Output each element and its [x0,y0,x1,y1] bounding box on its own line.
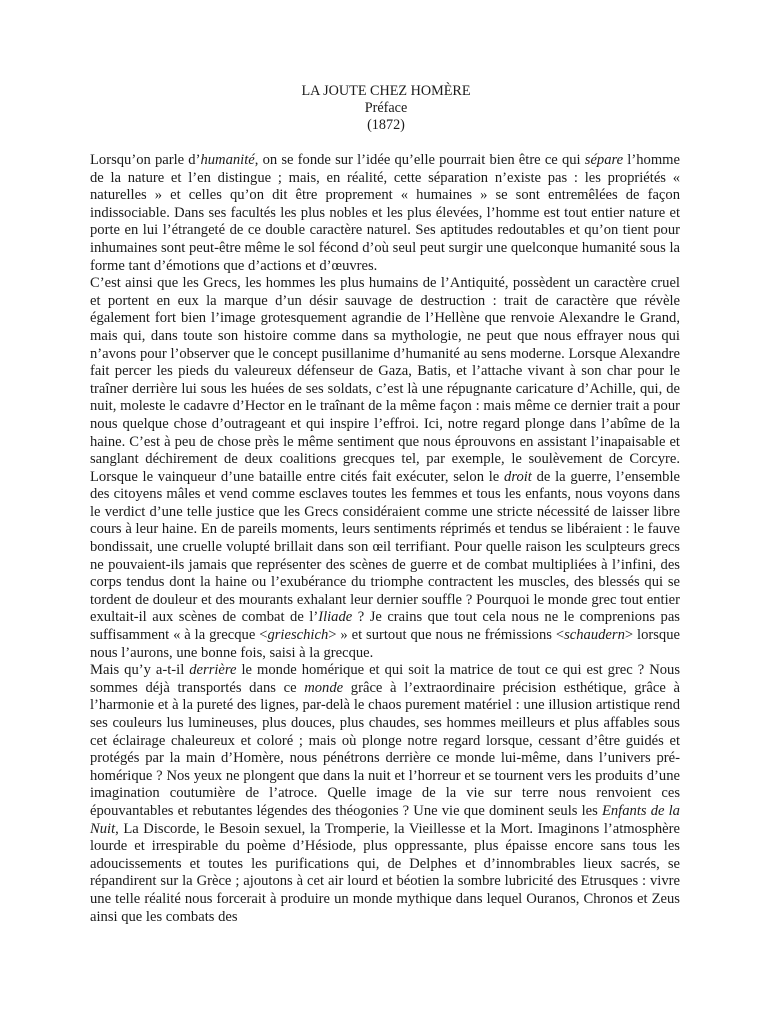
italic-text: sépare [584,152,624,168]
paragraph [90,662,680,926]
text-run: le monde homérique et qui soit la matrice de tout ce qui est grec ? Nous sommes déjà transportés dans ce [90,662,681,696]
text-run: l’homme de la nature et l’en distingue ; mais, en réalité, cette séparation n’existe pas : les propriétés « naturelles » et celles qu’on dit être proprement « humaines » se sont entremêlées de façon indissociable. Dans ses facultés les plus nobles et les plus élevées, l’homme est tout entier nature et porte en lui l’étrangeté de ce double caractère naturel. Ses aptitudes redoutables et qu’on tient pour inhumaines sont peut-être même le sol fécond d’où seul peut surgir une quelconque humanité sous la forme tant d’émotions que d’actions et d’œuvres. [90,152,680,274]
italic-text: Iliade [318,609,353,626]
text-run: C’est ainsi que les Grecs, les hommes les plus humains de l’Antiquité, possèdent un caractère cruel et portent en eux la marque d’un désir sauvage de destruction : trait de caractère que révèle également fort bien l’image grotesquement agrandie de l’Hellène que renvoie Alexandre le Grand, mais qui, dans toute son histoire comme dans sa mythologie, ne peut que nous effrayer nous qui n’avons pour l’observer que le concept pusillanime d’humanité au sens moderne. Lorsque Alexandre fait percer les pieds du valeureux défenseur de Gaza, Batis, et l’attache vivant à son char pour le traîner derrière lui sous les huées de ses soldats, c’est là une répugnante caricature d’Achille, qui, de nuit, moleste le cadavre d’Hector en le traînant de la même façon : mais même ce dernier trait a pour nous quelque chose d’outrageant et qui inspire l’effroi. Ici, notre regard plonge dans l’abîme de la haine. C’est à peu de chose près le même sentiment que nous éprouvons en assistant l’inapaisable et sanglant déchirement de deux coalitions grecques tel, par exemple, le soulèvement de Corcyre. Lorsque le vainqueur d’une bataille entre cités fait exécuter, selon le [90,275,680,485]
italic-text: humanité [200,152,255,168]
italic-text: schaudern [564,627,625,644]
document-title: LA JOUTE CHEZ HOMÈRE [301,83,471,99]
text-run: , on se fonde sur l’idée qu’elle pourrait bien être ce qui [254,152,585,168]
italic-text: Enfants de la Nuit [90,802,680,837]
text-run: > » et surtout que nous ne frémissions < [328,627,565,644]
italic-text: monde [304,679,344,696]
paragraph [90,275,680,662]
italic-text: derrière [189,662,237,679]
italic-text: grieschich [267,627,329,644]
document-year: (1872) [367,117,405,133]
document-subtitle: Préface [364,100,408,116]
text-run: grâce à l’extraordinaire précision esthétique, grâce à l’harmonie et à la pureté des lignes, par-delà le chaos purement matériel : une illusion artistique rend ses couleurs lus lumineuses, plus douces, plus chaudes, ses hommes meilleurs et plus affables sous cet éclairage chaleureux et coloré ; mais où plonge notre regard lorsque, cessant d’être guidés et protégés par la main d’Homère, nous pénétrons derrière ce monde lui-même, dans l’univers pré-homérique ? Nos yeux ne plongent que dans la nuit et l’horreur et se tournent vers les produits d’une imagination coutumière de l’atroce. Quelle image de la vie sur terre nous renvoient ces épouvantables et rebutantes légendes des théogonies ? Une vie que dominent seuls les [90,679,680,819]
text-run: Mais qu’y a-t-il [90,662,190,679]
italic-text: droit [504,468,532,485]
text-run: ? Je crains que tout cela nous ne le comprenions pas suffisamment « à la grecque < [90,609,680,644]
text-run: , La Discorde, le Besoin sexuel, la Tromperie, la Vieillesse et la Mort. Imaginons l’atmosphère lourde et irrespirable du poème d’Hésiode, plus oppressante, plus épaisse encore sans tous les adoucissements et toutes les purifications qui, de Delphes et d’innombrables lieux sacrés, se répandirent sur la Grèce ; ajoutons à cet air lourd et béotien la sombre lubricité des Etrusques : vivre une telle réalité nous forcerait à produire un monde mythique dans lequel Ouranos, Chronos et Zeus ainsi que les combats des [90,820,680,925]
text-run: Lorsqu’on parle d’ [90,152,201,168]
document-heading [92,83,680,134]
document-body [90,152,680,926]
paragraph [90,152,680,275]
text-run: > lorsque nous l’aurons, une bonne fois, saisi à la grecque. [90,627,680,661]
text-run: de la guerre, l’ensemble des citoyens mâles et vend comme esclaves toutes les femmes et tous les enfants, nous voyons dans le verdict d’une telle justice que les Grecs considéraient comme une stricte nécessité de laisser libre cours à leur haine. En de pareils moments, leurs sentiments réprimés et tendus se libéraient : le fauve bondissait, une cruelle volupté brillait dans son œil terrifiant. Pour quelle raison les sculpteurs grecs ne pouvaient-ils jamais que représenter des scènes de guerre et de combat multipliées à l’infini, des corps tendus dont la haine ou l’exubérance du triomphe contractent les muscles, des blessés qui se tordent de douleur et des mourants exhalant leur dernier souffle ? Pourquoi le monde grec tout entier exultait-il aux scènes de combat de l’ [90,468,680,626]
